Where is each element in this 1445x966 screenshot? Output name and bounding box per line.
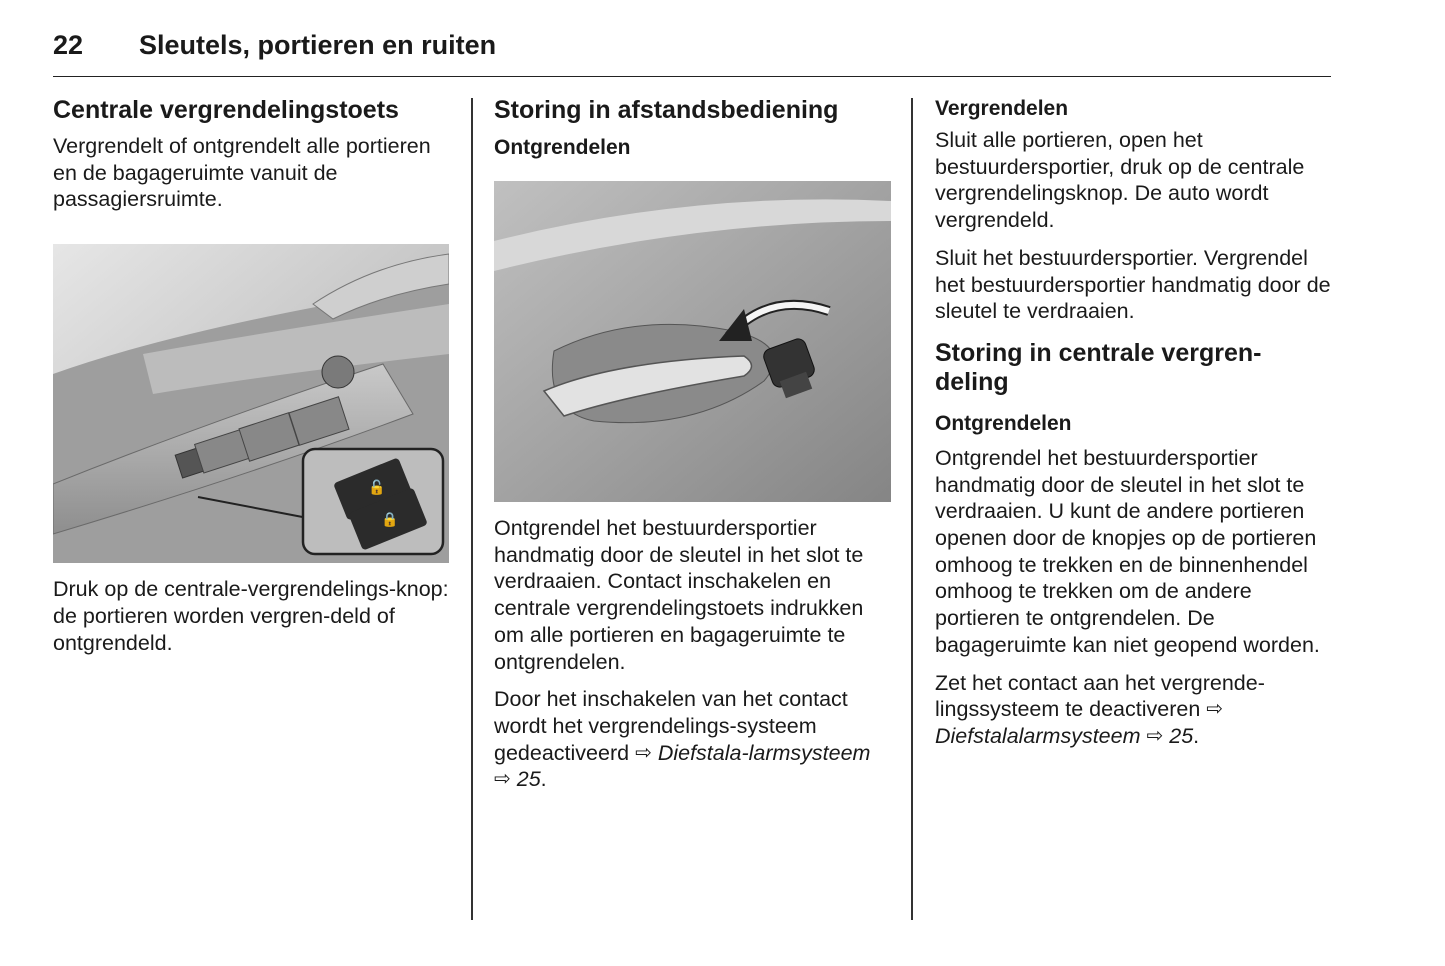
door-panel-illustration [53,244,449,563]
cross-reference-page[interactable]: 25 [516,767,541,792]
page-header [53,30,1331,77]
column-1 [53,96,449,667]
cross-reference-link[interactable]: Diefstalalarmsysteem [935,723,1141,748]
page-arrow-icon: ⇨ [494,768,511,791]
column-2 [494,96,892,804]
subheading-unlock: Ontgrendelen [935,411,1072,435]
section-heading-central-lock: Storing in centrale vergren-deling [935,338,1262,396]
section-heading: Storing in afstandsbediening [494,96,839,124]
cross-reference-link[interactable]: Diefstala-larmsysteem [657,740,871,765]
door-panel-drawing [53,244,449,563]
paragraph-2: Door het inschakelen van het contact wordt het vergrendelings-systeem gedeactiveerd ⇨ Diefstala-larmsysteem ⇨ 25. [494,687,871,792]
paragraph-4-text: Zet het contact aan het vergrende-lingssysteem te deactiveren [935,670,1265,722]
unlock-icon: 🔓 [368,480,386,497]
column-divider-1 [471,98,473,920]
door-handle-drawing [494,181,891,502]
paragraph-2: Sluit het bestuurdersportier. Vergrendel het bestuurdersportier handmatig door de sleutel te verdraaien. [935,245,1331,324]
cross-reference-page[interactable]: 25 [1169,723,1194,748]
door-handle-illustration [494,181,891,502]
subheading-lock: Vergrendelen [935,97,1069,120]
column-divider-2 [911,98,913,920]
cross-reference-arrow-icon: ⇨ [1206,698,1224,721]
subheading-unlock: Ontgrendelen [494,136,631,159]
section-heading: Centrale vergrendelingstoets [53,96,399,124]
paragraph-2-text: Door het inschakelen van het contact wordt het vergrendelings-systeem gedeactiveerd [494,687,848,765]
paragraph-1: Ontgrendel het bestuurdersportier handmatig door de sleutel in het slot te verdraaien. Contact inschakelen en centrale vergrendelingstoets indrukken om alle portieren en bagageruimte te ontgrendelen. [494,516,864,674]
column-3 [935,96,1331,761]
paragraph-4: Zet het contact aan het vergrende-lingssysteem te deactiveren ⇨ Diefstalalarmsysteem ⇨ 25. [935,670,1265,748]
figure-caption: Druk op de centrale-vergrendelings-knop: de portieren worden vergren-deld of ontgrendeld. [53,577,449,655]
paragraph-3: Ontgrendel het bestuurdersportier handmatig door de sleutel in het slot te verdraaien. U kunt de andere portieren openen door de knopjes op de portieren omhoog te trekken en de binnenhendel omhoog te trekken om de andere portieren te ontgrendelen. De bagageruimte kan niet geopend worden. [935,445,1320,657]
chapter-title: Sleutels, portieren en ruiten [139,30,497,60]
cross-reference-arrow-icon: ⇨ [635,741,652,764]
page-number: 22 [53,30,84,60]
paragraph-1: Sluit alle portieren, open het bestuurdersportier, druk op de centrale vergrendelingsknop. De auto wordt vergrendeld. [935,128,1305,233]
intro-paragraph: Vergrendelt of ontgrendelt alle portieren en de bagageruimte vanuit de passagiersruimte. [53,134,431,212]
lock-icon: 🔒 [381,512,399,529]
page-arrow-icon: ⇨ [1146,724,1164,747]
